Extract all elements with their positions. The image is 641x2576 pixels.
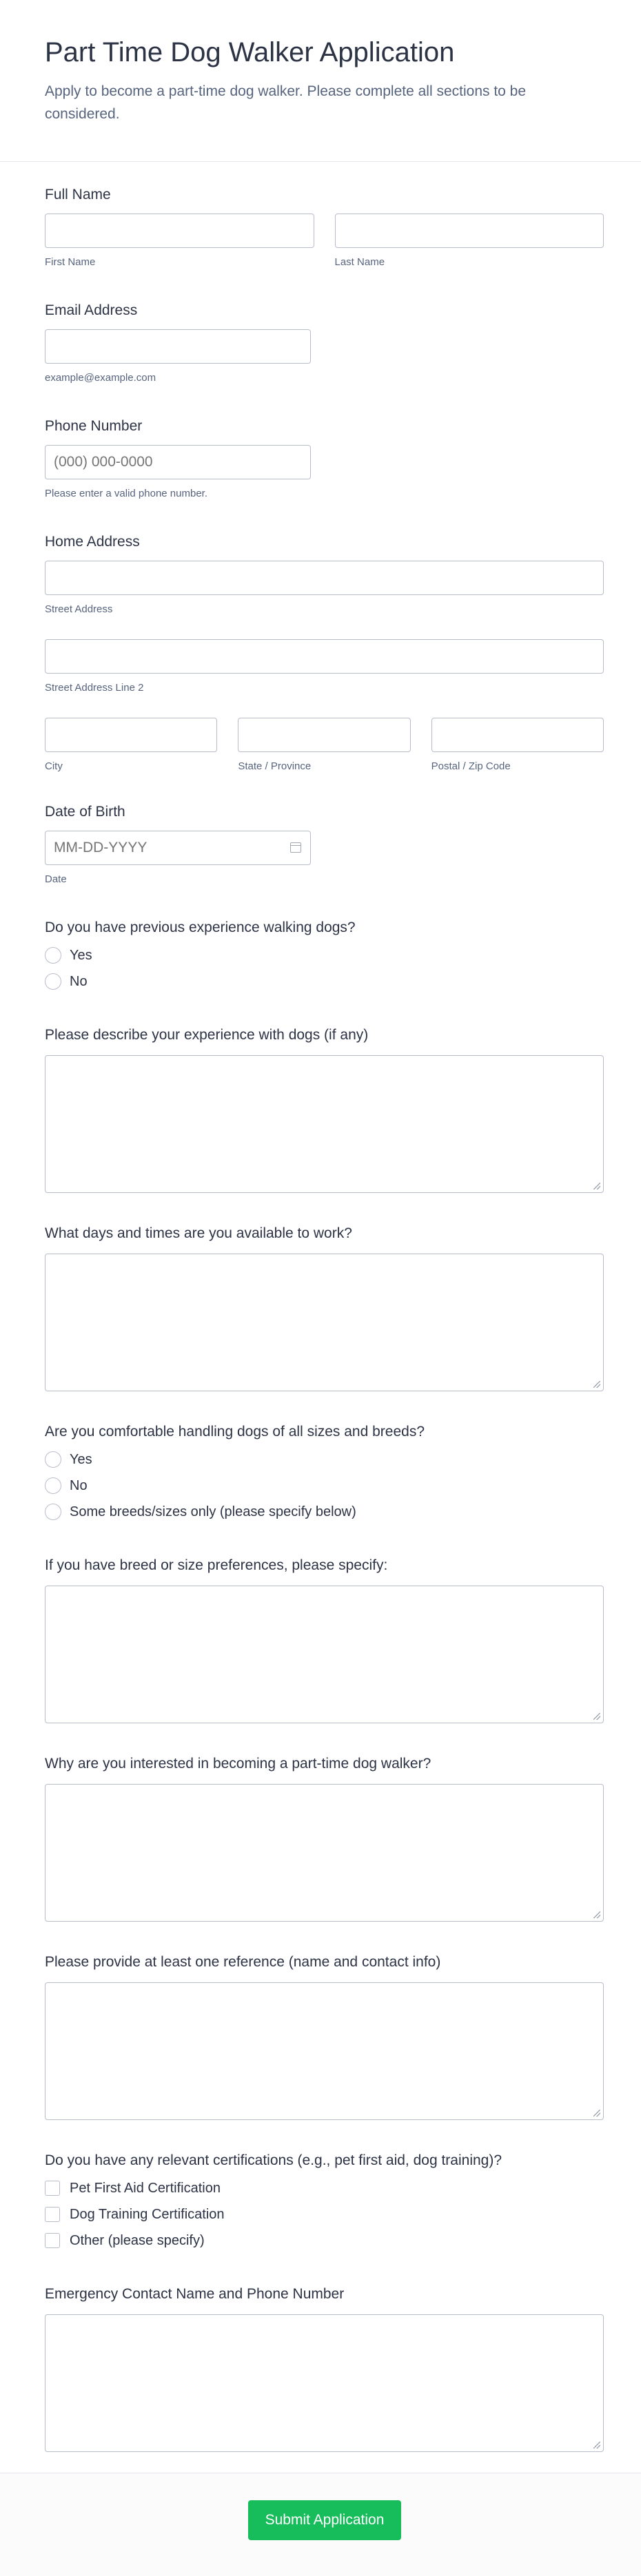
preferences-field (45, 1557, 604, 1723)
resize-grip-icon[interactable] (593, 2442, 600, 2449)
describe-label: Please describe your experience with dogs (if any) (45, 1027, 369, 1043)
comfortable-label: Are you comfortable handling dogs of all sizes and breeds? (45, 1424, 425, 1440)
experience-option-yes[interactable] (45, 946, 604, 964)
full-name-label: Full Name (45, 187, 111, 202)
state-input[interactable] (238, 718, 410, 752)
last-name-input[interactable] (335, 214, 604, 248)
radio-button[interactable] (45, 947, 61, 964)
cert-option-other[interactable] (45, 2232, 604, 2250)
full-name-field (45, 186, 604, 269)
first-name-input[interactable] (45, 214, 314, 248)
radio-button[interactable] (45, 1477, 61, 1494)
resize-grip-icon[interactable] (593, 1713, 600, 1720)
reference-label: Please provide at least one reference (name and contact info) (45, 1954, 441, 1970)
street-address-input[interactable] (45, 561, 604, 595)
phone-field (45, 417, 604, 500)
certifications-field (45, 2152, 604, 2250)
city-sublabel: City (45, 760, 63, 772)
comfortable-option-yes[interactable] (45, 1451, 604, 1468)
option-label: Pet First Aid Certification (70, 2180, 221, 2196)
option-label: Other (please specify) (70, 2232, 205, 2248)
city-input[interactable] (45, 718, 217, 752)
email-sublabel: example@example.com (45, 372, 156, 384)
dob-sublabel: Date (45, 873, 67, 885)
email-label: Email Address (45, 302, 138, 318)
certifications-label: Do you have any relevant certifications (e.g., pet first aid, dog training)? (45, 2152, 502, 2168)
preferences-label: If you have breed or size preferences, please specify: (45, 1557, 388, 1573)
option-label: No (70, 1477, 88, 1493)
last-name-sublabel: Last Name (334, 256, 385, 268)
experience-field (45, 919, 604, 990)
option-label: No (70, 973, 88, 989)
address-field (45, 533, 604, 773)
calendar-icon[interactable] (290, 842, 301, 853)
cert-option-first-aid[interactable] (45, 2179, 604, 2197)
reference-textarea[interactable] (45, 1982, 604, 2120)
emergency-textarea[interactable] (45, 2314, 604, 2452)
experience-label: Do you have previous experience walking dogs? (45, 920, 356, 935)
state-sublabel: State / Province (238, 760, 312, 772)
option-label: Dog Training Certification (70, 2206, 225, 2222)
phone-label: Phone Number (45, 418, 143, 434)
comfortable-option-no[interactable] (45, 1477, 604, 1495)
checkbox[interactable] (45, 2207, 60, 2222)
zip-sublabel: Postal / Zip Code (431, 760, 511, 772)
zip-input[interactable] (431, 718, 604, 752)
resize-grip-icon[interactable] (593, 1183, 600, 1190)
radio-button[interactable] (45, 1504, 61, 1520)
why-field (45, 1755, 604, 1922)
first-name-sublabel: First Name (45, 256, 96, 268)
phone-sublabel: Please enter a valid phone number. (45, 488, 207, 499)
form-header (0, 0, 641, 162)
emergency-field (45, 2285, 604, 2452)
page-description: Apply to become a part-time dog walker. Please complete all sections to be considered. (45, 83, 527, 122)
reference-field (45, 1953, 604, 2120)
email-field (45, 302, 604, 384)
street-address-2-input[interactable] (45, 639, 604, 674)
checkbox[interactable] (45, 2233, 60, 2248)
checkbox[interactable] (45, 2181, 60, 2196)
describe-field (45, 1026, 604, 1193)
option-label: Some breeds/sizes only (please specify below) (70, 1504, 356, 1519)
resize-grip-icon[interactable] (593, 1911, 600, 1918)
phone-input[interactable] (45, 445, 311, 479)
street-address-sublabel: Street Address (45, 603, 113, 615)
radio-button[interactable] (45, 1451, 61, 1468)
resize-grip-icon[interactable] (593, 1381, 600, 1388)
radio-button[interactable] (45, 973, 61, 990)
street-address-2-sublabel: Street Address Line 2 (45, 682, 144, 694)
why-textarea[interactable] (45, 1784, 604, 1922)
why-label: Why are you interested in becoming a part-time dog walker? (45, 1756, 431, 1772)
describe-textarea[interactable] (45, 1055, 604, 1193)
experience-option-no[interactable] (45, 973, 604, 990)
comfortable-option-some[interactable] (45, 1503, 604, 1521)
preferences-textarea[interactable] (45, 1586, 604, 1723)
email-input[interactable] (45, 329, 311, 364)
page-title: Part Time Dog Walker Application (45, 37, 455, 67)
availability-label: What days and times are you available to work? (45, 1225, 352, 1241)
emergency-label: Emergency Contact Name and Phone Number (45, 2286, 345, 2302)
availability-textarea[interactable] (45, 1254, 604, 1391)
submit-button[interactable]: Submit Application (248, 2500, 401, 2540)
address-label: Home Address (45, 534, 140, 550)
option-label: Yes (70, 1451, 92, 1467)
comfortable-field (45, 1423, 604, 1521)
dob-input[interactable] (45, 831, 311, 865)
dob-field (45, 803, 604, 886)
dob-label: Date of Birth (45, 804, 125, 820)
resize-grip-icon[interactable] (593, 2110, 600, 2117)
availability-field (45, 1225, 604, 1391)
option-label: Yes (70, 947, 92, 963)
cert-option-dog-training[interactable] (45, 2205, 604, 2223)
form-footer (0, 2473, 641, 2576)
